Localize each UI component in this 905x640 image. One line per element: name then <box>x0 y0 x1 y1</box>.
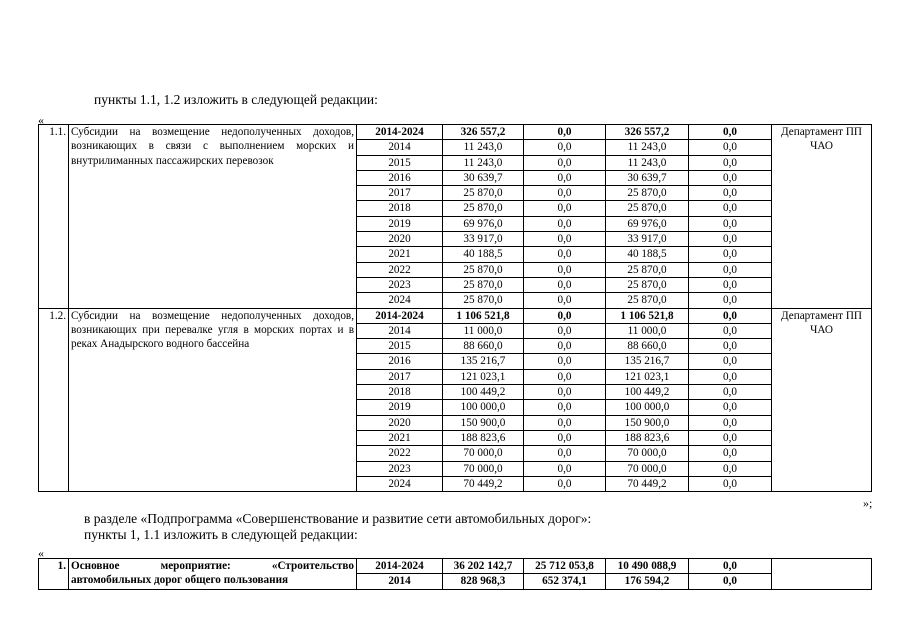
value-cell: 0,0 <box>689 232 772 247</box>
period-cell: 2014-2024 <box>357 308 443 323</box>
subsidies-table <box>38 124 872 492</box>
period-cell: 2015 <box>357 339 443 354</box>
value-cell: 0,0 <box>689 201 772 216</box>
total-cell: 150 900,0 <box>443 415 524 430</box>
value-cell: 0,0 <box>524 415 606 430</box>
total-cell: 25 870,0 <box>443 262 524 277</box>
value-cell: 652 374,1 <box>524 574 606 589</box>
value-cell: 0,0 <box>689 262 772 277</box>
open-quote-2: « <box>38 546 44 560</box>
total-cell: 25 870,0 <box>443 277 524 292</box>
value-cell: 70 000,0 <box>606 446 689 461</box>
period-cell: 2014 <box>357 574 443 589</box>
value-cell: 0,0 <box>689 186 772 201</box>
value-cell: 70 449,2 <box>606 476 689 491</box>
total-cell: 69 976,0 <box>443 216 524 231</box>
section-line: в разделе «Подпрограмма «Совершенствование и развитие сети автомобильных дорог»: <box>84 511 592 526</box>
total-cell: 11 243,0 <box>443 140 524 155</box>
value-cell: 0,0 <box>524 140 606 155</box>
total-cell: 33 917,0 <box>443 232 524 247</box>
total-cell: 121 023,1 <box>443 369 524 384</box>
total-cell: 70 000,0 <box>443 461 524 476</box>
value-cell: 11 243,0 <box>606 155 689 170</box>
period-cell: 2019 <box>357 400 443 415</box>
period-cell: 2014 <box>357 323 443 338</box>
value-cell: 0,0 <box>524 293 606 308</box>
close-quote: »; <box>863 496 873 510</box>
total-cell: 40 188,5 <box>443 247 524 262</box>
value-cell: 0,0 <box>689 461 772 476</box>
period-cell: 2020 <box>357 415 443 430</box>
value-cell: 0,0 <box>524 339 606 354</box>
value-cell: 0,0 <box>689 155 772 170</box>
value-cell: 0,0 <box>689 400 772 415</box>
open-quote-1: « <box>38 113 44 127</box>
period-cell: 2022 <box>357 446 443 461</box>
period-cell: 2023 <box>357 461 443 476</box>
table-row <box>39 559 872 574</box>
period-cell: 2014-2024 <box>357 559 443 574</box>
value-cell: 33 917,0 <box>606 232 689 247</box>
value-cell: 0,0 <box>689 385 772 400</box>
value-cell: 0,0 <box>689 308 772 323</box>
value-cell: 0,0 <box>524 461 606 476</box>
value-cell: 0,0 <box>689 415 772 430</box>
value-cell: 0,0 <box>524 354 606 369</box>
period-cell: 2017 <box>357 369 443 384</box>
value-cell: 176 594,2 <box>606 574 689 589</box>
value-cell: 121 023,1 <box>606 369 689 384</box>
period-cell: 2015 <box>357 155 443 170</box>
total-cell: 25 870,0 <box>443 201 524 216</box>
item-description: Субсидии на возмещение недополученных доходов, возникающих в связи с выполнением морских и внутрилиманных пассажирских перевозок <box>69 125 357 309</box>
item-index: 1.2. <box>39 308 69 492</box>
value-cell: 25 870,0 <box>606 293 689 308</box>
value-cell: 1 106 521,8 <box>606 308 689 323</box>
period-cell: 2018 <box>357 385 443 400</box>
value-cell: 0,0 <box>524 430 606 445</box>
total-cell: 25 870,0 <box>443 293 524 308</box>
table-row <box>39 308 872 323</box>
value-cell: 0,0 <box>689 339 772 354</box>
value-cell: 0,0 <box>524 446 606 461</box>
value-cell: 0,0 <box>689 430 772 445</box>
value-cell: 0,0 <box>524 170 606 185</box>
value-cell: 100 449,2 <box>606 385 689 400</box>
period-cell: 2021 <box>357 247 443 262</box>
total-cell: 326 557,2 <box>443 125 524 140</box>
period-cell: 2023 <box>357 277 443 292</box>
value-cell: 25 870,0 <box>606 201 689 216</box>
table-row <box>39 125 872 140</box>
value-cell: 150 900,0 <box>606 415 689 430</box>
value-cell: 0,0 <box>689 323 772 338</box>
total-cell: 11 243,0 <box>443 155 524 170</box>
item-description: Субсидии на возмещение недополученных доходов, возникающих при перевалке угля в морских портах и в реках Анадырского водного бассейна <box>69 308 357 492</box>
value-cell: 326 557,2 <box>606 125 689 140</box>
value-cell: 0,0 <box>689 277 772 292</box>
period-cell: 2014-2024 <box>357 125 443 140</box>
total-cell: 188 823,6 <box>443 430 524 445</box>
total-cell: 135 216,7 <box>443 354 524 369</box>
value-cell: 0,0 <box>524 385 606 400</box>
period-cell: 2021 <box>357 430 443 445</box>
period-cell: 2014 <box>357 140 443 155</box>
value-cell: 0,0 <box>689 140 772 155</box>
value-cell: 0,0 <box>689 559 772 574</box>
period-cell: 2024 <box>357 293 443 308</box>
heading-1: пункты 1.1, 1.2 изложить в следующей редакции: <box>94 92 378 107</box>
department-cell: Департамент ПП ЧАО <box>772 125 872 309</box>
total-cell: 70 449,2 <box>443 476 524 491</box>
department-cell: Департамент ПП ЧАО <box>772 308 872 492</box>
total-cell: 30 639,7 <box>443 170 524 185</box>
value-cell: 11 000,0 <box>606 323 689 338</box>
heading-2: пункты 1, 1.1 изложить в следующей редакции: <box>84 527 358 542</box>
value-cell: 188 823,6 <box>606 430 689 445</box>
item-description: Основное мероприятие: «Строительство автомобильных дорог общего пользования <box>69 559 357 590</box>
value-cell: 25 870,0 <box>606 277 689 292</box>
value-cell: 0,0 <box>689 369 772 384</box>
item-index: 1.1. <box>39 125 69 309</box>
value-cell: 0,0 <box>524 277 606 292</box>
value-cell: 25 870,0 <box>606 262 689 277</box>
value-cell: 0,0 <box>689 354 772 369</box>
period-cell: 2020 <box>357 232 443 247</box>
value-cell: 100 000,0 <box>606 400 689 415</box>
value-cell: 25 712 053,8 <box>524 559 606 574</box>
period-cell: 2019 <box>357 216 443 231</box>
total-cell: 25 870,0 <box>443 186 524 201</box>
value-cell: 11 243,0 <box>606 140 689 155</box>
value-cell: 0,0 <box>689 446 772 461</box>
item-index: 1. <box>39 559 69 590</box>
period-cell: 2017 <box>357 186 443 201</box>
total-cell: 70 000,0 <box>443 446 524 461</box>
total-cell: 88 660,0 <box>443 339 524 354</box>
total-cell: 11 000,0 <box>443 323 524 338</box>
period-cell: 2018 <box>357 201 443 216</box>
value-cell: 135 216,7 <box>606 354 689 369</box>
value-cell: 25 870,0 <box>606 186 689 201</box>
value-cell: 0,0 <box>689 125 772 140</box>
value-cell: 0,0 <box>524 247 606 262</box>
period-cell: 2022 <box>357 262 443 277</box>
period-cell: 2016 <box>357 170 443 185</box>
value-cell: 40 188,5 <box>606 247 689 262</box>
value-cell: 0,0 <box>524 308 606 323</box>
value-cell: 0,0 <box>689 216 772 231</box>
value-cell: 0,0 <box>524 125 606 140</box>
value-cell: 0,0 <box>524 262 606 277</box>
period-cell: 2016 <box>357 354 443 369</box>
value-cell: 10 490 088,9 <box>606 559 689 574</box>
roads-table <box>38 558 872 590</box>
total-cell: 828 968,3 <box>443 574 524 589</box>
value-cell: 0,0 <box>524 201 606 216</box>
value-cell: 0,0 <box>689 574 772 589</box>
value-cell: 70 000,0 <box>606 461 689 476</box>
value-cell: 0,0 <box>524 476 606 491</box>
value-cell: 30 639,7 <box>606 170 689 185</box>
value-cell: 0,0 <box>524 186 606 201</box>
value-cell: 0,0 <box>689 247 772 262</box>
total-cell: 36 202 142,7 <box>443 559 524 574</box>
value-cell: 0,0 <box>524 323 606 338</box>
value-cell: 0,0 <box>524 369 606 384</box>
value-cell: 0,0 <box>689 293 772 308</box>
value-cell: 0,0 <box>689 170 772 185</box>
total-cell: 100 000,0 <box>443 400 524 415</box>
value-cell: 0,0 <box>524 155 606 170</box>
value-cell: 69 976,0 <box>606 216 689 231</box>
total-cell: 1 106 521,8 <box>443 308 524 323</box>
total-cell: 100 449,2 <box>443 385 524 400</box>
value-cell: 0,0 <box>524 400 606 415</box>
value-cell: 0,0 <box>689 476 772 491</box>
value-cell: 0,0 <box>524 232 606 247</box>
department-cell <box>772 559 872 590</box>
period-cell: 2024 <box>357 476 443 491</box>
value-cell: 88 660,0 <box>606 339 689 354</box>
value-cell: 0,0 <box>524 216 606 231</box>
